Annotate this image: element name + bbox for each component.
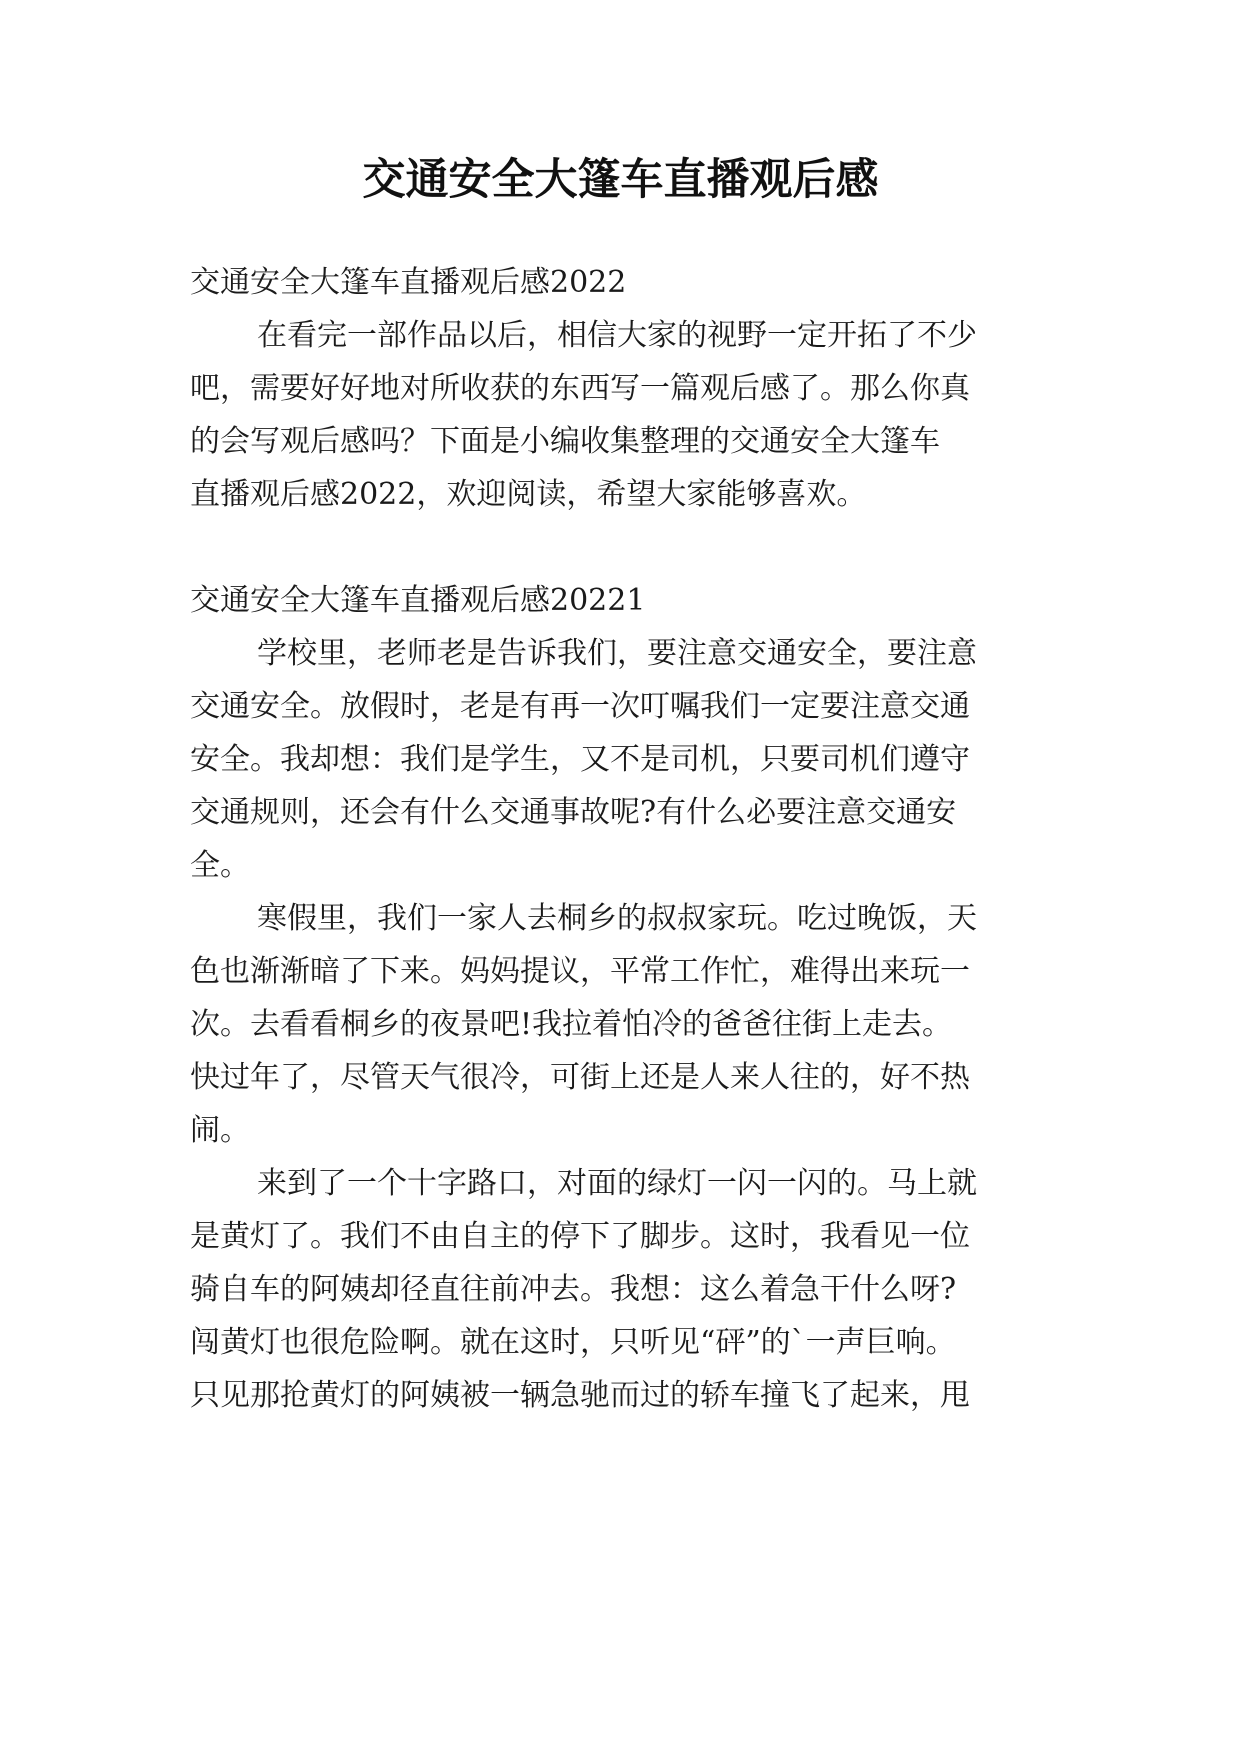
paragraph3-line: 来到了一个十字路口，对面的绿灯一闪一闪的。马上就 xyxy=(257,1166,977,1201)
paragraph3-line: 闯黄灯也很危险啊。就在这时，只听见“砰”的`一声巨响。 xyxy=(190,1325,956,1360)
paragraph1-line: 安全。我却想：我们是学生，又不是司机，只要司机们遵守 xyxy=(190,742,970,777)
paragraph1-line: 学校里，老师老是告诉我们，要注意交通安全，要注意 xyxy=(257,636,977,671)
paragraph1-line: 全。 xyxy=(190,848,250,883)
intro-line: 的会写观后感吗？下面是小编收集整理的交通安全大篷车 xyxy=(190,424,940,459)
intro-line: 直播观后感2022，欢迎阅读，希望大家能够喜欢。 xyxy=(190,477,867,512)
document-title: 交通安全大篷车直播观后感 xyxy=(362,155,879,205)
intro-line: 在看完一部作品以后，相信大家的视野一定开拓了不少 xyxy=(257,318,977,353)
intro-line: 吧，需要好好地对所收获的东西写一篇观后感了。那么你真 xyxy=(190,371,970,406)
intro-heading: 交通安全大篷车直播观后感2022 xyxy=(190,265,627,300)
paragraph1-line: 交通规则，还会有什么交通事故呢?有什么必要注意交通安 xyxy=(190,795,957,830)
paragraph2-line: 次。去看看桐乡的夜景吧!我拉着怕冷的爸爸往街上走去。 xyxy=(190,1007,953,1042)
paragraph1-line: 交通安全。放假时，老是有再一次叮嘱我们一定要注意交通 xyxy=(190,689,970,724)
paragraph2-line: 寒假里，我们一家人去桐乡的叔叔家玩。吃过晚饭，天 xyxy=(257,901,977,936)
paragraph3-line: 只见那抢黄灯的阿姨被一辆急驰而过的轿车撞飞了起来，甩 xyxy=(190,1378,970,1413)
paragraph2-line: 闹。 xyxy=(190,1113,250,1148)
paragraph3-line: 骑自车的阿姨却径直往前冲去。我想：这么着急干什么呀? xyxy=(190,1272,957,1307)
section-heading: 交通安全大篷车直播观后感20221 xyxy=(190,583,646,618)
paragraph3-line: 是黄灯了。我们不由自主的停下了脚步。这时，我看见一位 xyxy=(190,1219,970,1254)
paragraph2-line: 色也渐渐暗了下来。妈妈提议，平常工作忙，难得出来玩一 xyxy=(190,954,970,989)
paragraph2-line: 快过年了，尽管天气很冷，可街上还是人来人往的，好不热 xyxy=(190,1060,970,1095)
